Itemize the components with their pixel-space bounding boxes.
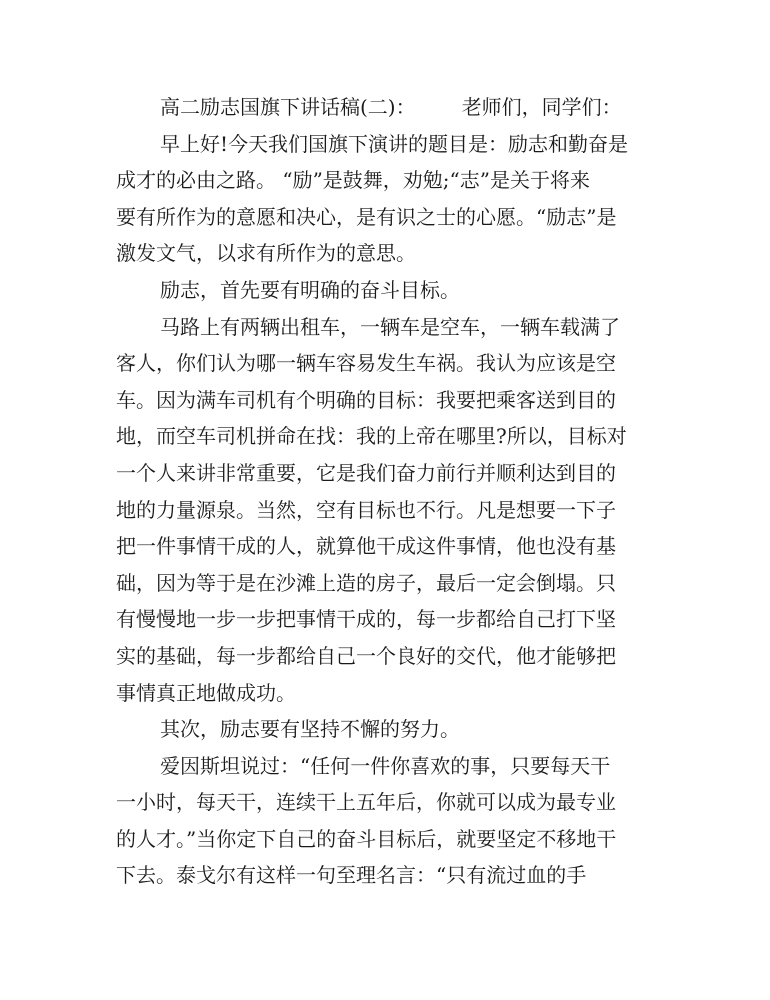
paragraph-line: 成才的必由之路。 “励”是鼓舞，劝勉;“志”是关于将来 [116, 168, 590, 193]
speech-title: 高二励志国旗下讲话稿(二)： [160, 95, 416, 119]
paragraph-line: 爱因斯坦说过：“任何一件你喜欢的事，只要每天干 [160, 753, 611, 778]
paragraph-line: 下去。泰戈尔有这样一句至理名言：“只有流过血的手 [116, 863, 587, 888]
paragraph-line: 实的基础，每一步都给自己一个良好的交代，他才能够把 [116, 643, 616, 668]
paragraph-line: 马路上有两辆出租车，一辆车是空车，一辆车载满了 [160, 314, 620, 339]
paragraph-line: 地，而空车司机拼命在找：我的上帝在哪里?所以，目标对 [116, 424, 627, 449]
paragraph-line: 础，因为等于是在沙滩上造的房子，最后一定会倒塌。只 [116, 570, 616, 595]
paragraph-line: 地的力量源泉。当然，空有目标也不行。凡是想要一下子 [116, 497, 616, 522]
paragraph-line: 励志，首先要有明确的奋斗目标。 [160, 277, 460, 302]
paragraph-line: 要有所作为的意愿和决心，是有识之士的心愿。“励志”是 [116, 204, 617, 229]
speech-body [116, 89, 661, 894]
heading-line [116, 89, 661, 126]
paragraph-line: 客人，你们认为哪一辆车容易发生车祸。我认为应该是空 [116, 351, 616, 376]
paragraph-line: 的人才。”当你定下自己的奋斗目标后，就要坚定不移地干 [116, 826, 617, 851]
salutation: 老师们，同学们： [461, 95, 622, 119]
paragraph-line: 其次，励志要有坚持不懈的努力。 [160, 717, 460, 742]
paragraph-line: 一个人来讲非常重要，它是我们奋力前行并顺利达到目的 [116, 460, 616, 485]
paragraph-line: 激发文气，以求有所作为的意思。 [116, 241, 416, 266]
paragraph-line: 早上好!今天我们国旗下演讲的题目是：励志和勤奋是 [160, 131, 629, 156]
paragraph-line: 一小时，每天干，连续干上五年后，你就可以成为最专业 [116, 790, 616, 815]
paragraph-line: 车。因为满车司机有个明确的目标：我要把乘客送到目的 [116, 387, 616, 412]
paragraph-line: 事情真正地做成功。 [116, 680, 296, 705]
paragraph-line: 把一件事情干成的人，就算他干成这件事情，他也没有基 [116, 534, 616, 559]
paragraph-line: 有慢慢地一步一步把事情干成的，每一步都给自己打下坚 [116, 607, 616, 632]
